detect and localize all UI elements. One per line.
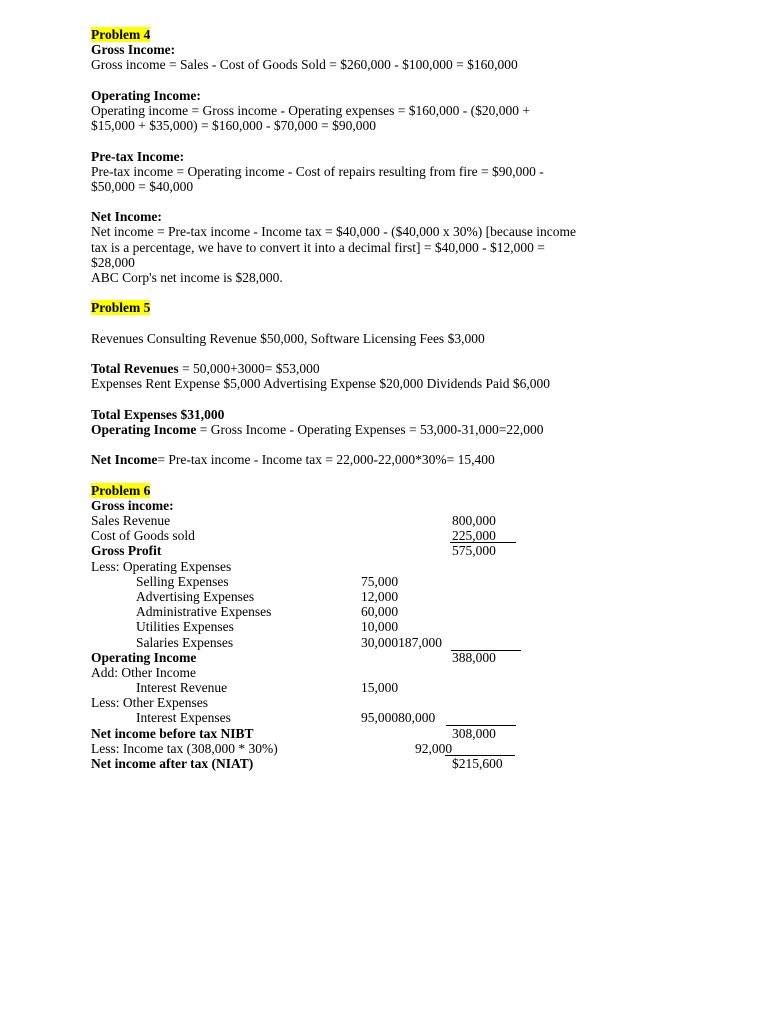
- income-tax-row: [91, 741, 731, 756]
- pretax-income-formula-1: Pre-tax income = Operating income - Cost of repairs resulting from fire = $90,000 -: [91, 163, 544, 179]
- cogs-value: 225,000: [452, 528, 496, 544]
- net-income-formula-2: tax is a percentage, we have to convert it into a decimal first] = $40,000 - $12,000 =: [91, 239, 545, 255]
- selling-expenses-label: Selling Expenses: [136, 573, 229, 589]
- gross-profit-row: [91, 543, 731, 558]
- net-income-calc: = Pre-tax income - Income tax = 22,000-22,000*30%= 15,400: [157, 452, 495, 468]
- net-income-label: Net Income: [91, 452, 158, 468]
- nibt-row: [91, 726, 731, 741]
- pretax-income-heading: Pre-tax Income:: [91, 148, 185, 164]
- sales-revenue-label: Sales Revenue: [91, 513, 171, 528]
- pretax-income-formula-2: $50,000 = $40,000: [91, 178, 194, 194]
- operating-income-row: [91, 650, 731, 665]
- sales-revenue-row: [91, 513, 731, 528]
- interest-revenue-row: [91, 680, 731, 695]
- problem-5-heading: Problem 5: [91, 300, 151, 316]
- gross-income-statement-heading: Gross income:: [91, 497, 174, 513]
- total-revenues-label: Total Revenues: [91, 361, 179, 377]
- gross-income-heading: Gross Income:: [91, 42, 176, 58]
- administrative-expenses-value: 60,000: [361, 604, 399, 620]
- income-tax-label: Less: Income tax (308,000 * 30%): [91, 740, 278, 756]
- gross-profit-value: 575,000: [452, 543, 496, 559]
- problem-6-block: [91, 483, 731, 498]
- sales-revenue-value: 800,000: [452, 513, 496, 528]
- less-operating-expenses: Less: Operating Expenses: [91, 558, 232, 574]
- cogs-label: Cost of Goods sold: [91, 528, 195, 544]
- operating-income-stmt-value: 388,000: [452, 649, 496, 665]
- gross-income-formula: Gross income = Sales - Cost of Goods Sold = $260,000 - $100,000 = $160,000: [91, 57, 518, 73]
- gross-profit-label: Gross Profit: [91, 543, 162, 559]
- advertising-expenses-label: Advertising Expenses: [136, 588, 255, 604]
- total-revenues-line: [91, 361, 731, 376]
- salaries-expenses-label: Salaries Expenses: [136, 634, 234, 650]
- advertising-expenses-row: [91, 589, 731, 604]
- selling-expenses-row: [91, 574, 731, 589]
- add-other-income: Add: Other Income: [91, 664, 196, 680]
- administrative-expenses-row: [91, 604, 731, 619]
- utilities-expenses-label: Utilities Expenses: [136, 619, 234, 635]
- interest-revenue-value: 15,000: [361, 680, 399, 696]
- net-income-conclusion: ABC Corp's net income is $28,000.: [91, 270, 283, 285]
- revenues-line: Revenues Consulting Revenue $50,000, Software Licensing Fees $3,000: [91, 330, 485, 346]
- interest-expenses-value: 95,00080,000: [361, 710, 436, 726]
- salaries-expenses-row: [91, 635, 731, 650]
- income-tax-value: 92,000: [415, 740, 453, 756]
- salaries-expenses-value: 30,000187,000: [361, 634, 442, 650]
- niat-label: Net income after tax (NIAT): [91, 756, 254, 771]
- nibt-label: Net income before tax NIBT: [91, 725, 254, 741]
- interest-expenses-label: Interest Expenses: [136, 710, 231, 726]
- net-income-heading: Net Income:: [91, 209, 162, 225]
- cogs-row: [91, 528, 731, 543]
- interest-revenue-label: Interest Revenue: [136, 680, 228, 696]
- problem-4-heading: Problem 4: [91, 27, 151, 42]
- advertising-expenses-value: 12,000: [361, 588, 399, 604]
- operating-income-stmt-label: Operating Income: [91, 649, 197, 665]
- operating-income-formula-1: Operating income = Gross income - Operating expenses = $160,000 - ($20,000 +: [91, 102, 530, 118]
- interest-expenses-row: [91, 710, 731, 725]
- net-income-line: [91, 452, 731, 467]
- operating-income-heading: Operating Income:: [91, 87, 201, 103]
- operating-income-formula-2: $15,000 + $35,000) = $160,000 - $70,000 = $90,000: [91, 118, 376, 134]
- niat-value: $215,600: [452, 756, 503, 771]
- administrative-expenses-label: Administrative Expenses: [136, 604, 272, 620]
- niat-row: [91, 756, 731, 771]
- utilities-expenses-value: 10,000: [361, 619, 399, 635]
- total-expenses-line: Total Expenses $31,000: [91, 406, 225, 422]
- problem-4-block: [91, 27, 731, 42]
- problem-6-heading: Problem 6: [91, 482, 151, 498]
- expenses-line: Expenses Rent Expense $5,000 Advertising Expense $20,000 Dividends Paid $6,000: [91, 376, 550, 392]
- problem-5-block: [91, 300, 731, 315]
- selling-expenses-value: 75,000: [361, 573, 399, 589]
- total-revenues-calc: = 50,000+3000= $53,000: [178, 361, 320, 377]
- operating-income-calc: = Gross Income - Operating Expenses = 53,000-31,000=22,000: [196, 421, 544, 437]
- nibt-value: 308,000: [452, 725, 496, 741]
- net-income-formula-3: $28,000: [91, 254, 135, 270]
- less-other-expenses: Less: Other Expenses: [91, 695, 208, 711]
- operating-income-label: Operating Income: [91, 421, 197, 437]
- net-income-formula-1: Net income = Pre-tax income - Income tax = $40,000 - ($40,000 x 30%) [because income: [91, 224, 576, 240]
- utilities-expenses-row: [91, 619, 731, 634]
- document-page: [91, 27, 731, 771]
- operating-income-line: [91, 422, 731, 437]
